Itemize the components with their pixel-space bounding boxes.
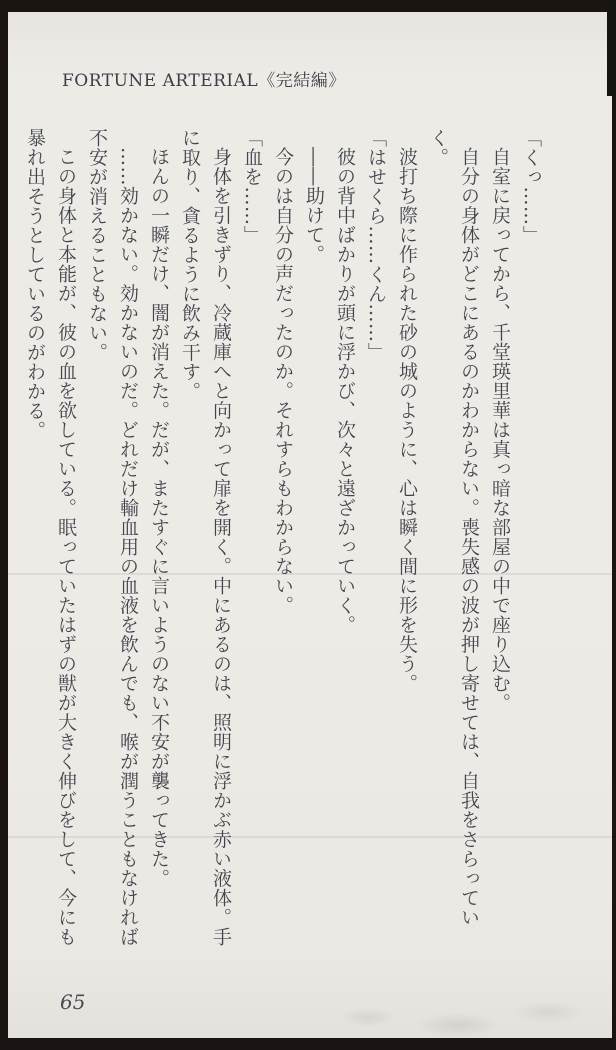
text-line: 波打ち際に作られた砂の城のように、心は瞬く間に形を失う。 [396,147,418,693]
text-line: に取り、貪るように飲み干す。 [179,128,201,401]
scan-smudges [308,987,608,1047]
running-header-title: FORTUNE ARTERIAL《完結編》 [62,71,346,91]
text-line: 自室に戻ってから、千堂瑛里華は真っ暗な部屋の中で座り込む。 [489,147,511,713]
text-line: 身体を引きずり、冷蔵庫へと向かって扉を開く。中にあるのは、照明に浮かぶ赤い液体。手 [210,147,232,947]
page-number: 65 [60,990,86,1014]
scan-edge-artifact [607,0,616,96]
scan-streak [8,836,612,838]
scanned-page [8,12,612,1038]
text-line: 「はせくら……くん……」 [365,128,387,362]
text-line: 彼の背中ばかりが頭に浮かび、次々と遠ざかっていく。 [334,147,356,635]
text-line: この身体と本能が、彼の血を欲している。眠っていたはずの獣が大きく伸びをして、今にも [55,147,77,947]
text-line: 不安が消えることもない。 [86,128,108,362]
text-line: 「くっ……」 [520,128,542,245]
text-line: 「血を……」 [241,128,263,245]
scan-streak [8,573,612,575]
text-line: 暴れ出そうとしているのがわかる。 [24,128,46,440]
text-line: ……効かない。効かないのだ。どれだけ輸血用の血液を飲んでも、喉が潤うこともなければ [117,147,139,947]
text-line: ――助けて。 [303,147,325,264]
text-line: 今のは自分の声だったのか。それすらもわからない。 [272,147,294,615]
text-line: 自分の身体がどこにあるのかわからない。喪失感の波が押し寄せては、自我をさらっていく。 [427,128,480,927]
text-line: ほんの一瞬だけ、闇が消えた。だが、またすぐに言いようのない不安が襲ってきた。 [148,147,170,888]
